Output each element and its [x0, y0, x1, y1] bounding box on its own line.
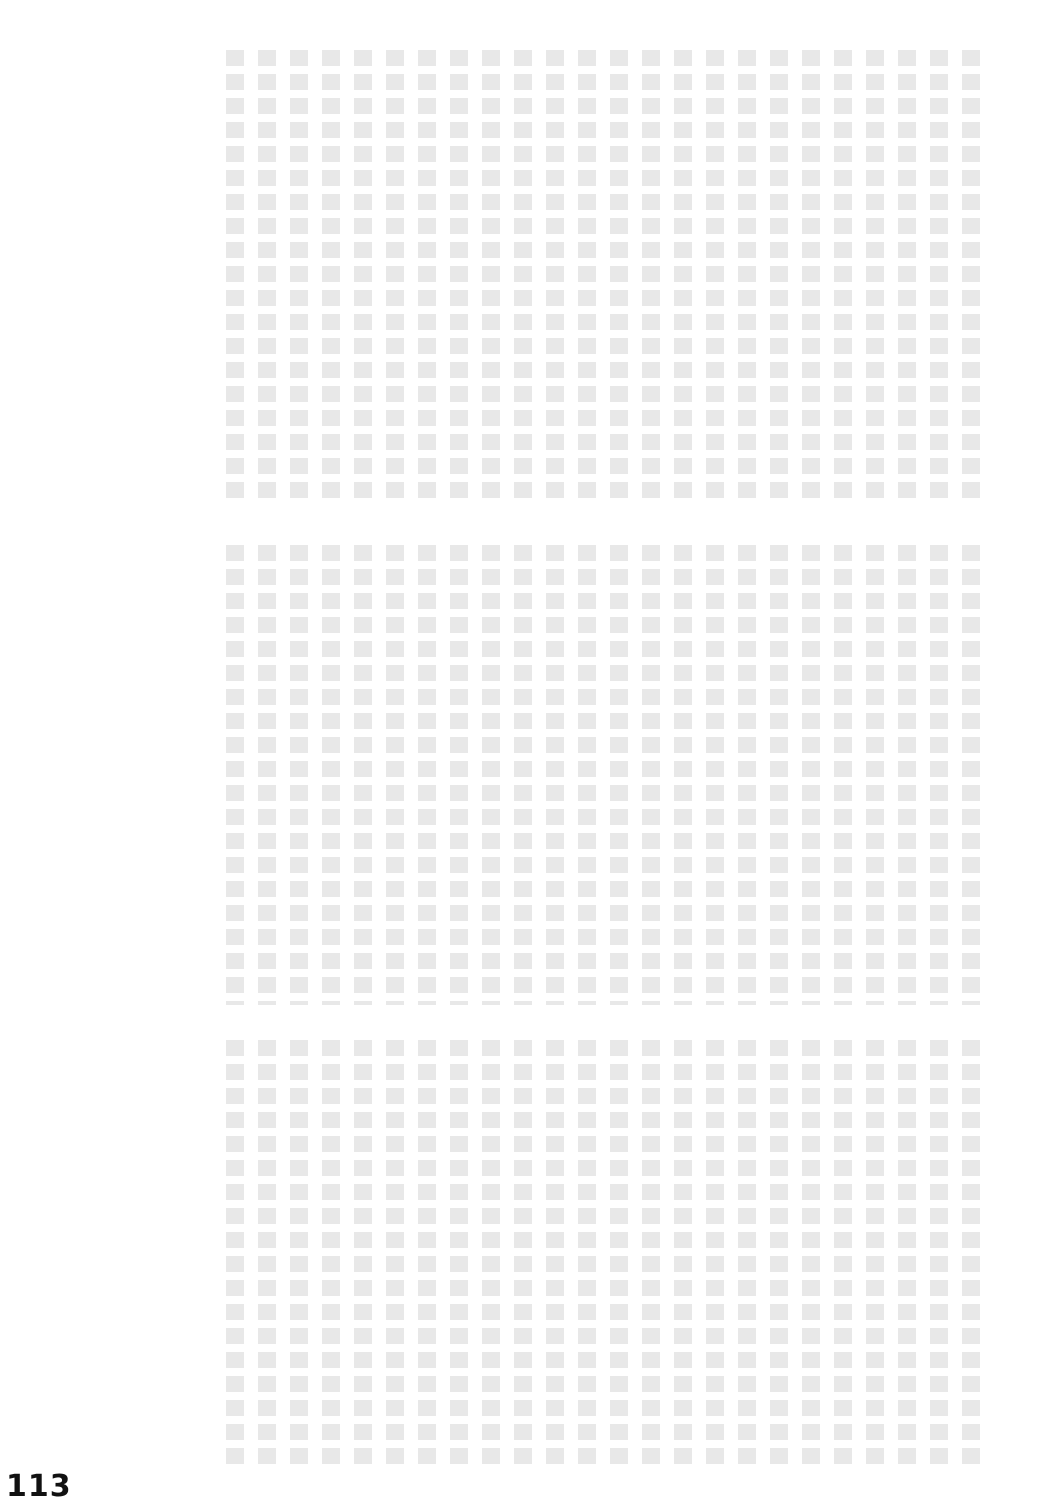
text-column-placeholder: [802, 50, 820, 505]
text-column-placeholder: [770, 50, 788, 505]
text-band-middle: [60, 545, 980, 1005]
text-column-placeholder: [866, 50, 884, 505]
text-column-placeholder: [866, 545, 884, 1005]
text-column-placeholder: [642, 50, 660, 505]
text-column-placeholder: [354, 1040, 372, 1470]
text-column-placeholder: [578, 50, 596, 505]
text-column-placeholder: [450, 545, 468, 1005]
text-column-placeholder: [450, 50, 468, 505]
text-band-bottom: [60, 1040, 980, 1470]
text-column-placeholder: [674, 1040, 692, 1470]
text-column-placeholder: [450, 1040, 468, 1470]
text-column-placeholder: [706, 545, 724, 1005]
text-column-placeholder: [898, 50, 916, 505]
text-column-placeholder: [514, 545, 532, 1005]
text-column-placeholder: [962, 545, 980, 1005]
text-column-placeholder: [642, 1040, 660, 1470]
text-column-placeholder: [610, 1040, 628, 1470]
text-column-placeholder: [610, 545, 628, 1005]
text-column-placeholder: [802, 545, 820, 1005]
text-column-placeholder: [514, 50, 532, 505]
text-column-placeholder: [482, 50, 500, 505]
text-column-placeholder: [930, 50, 948, 505]
text-column-placeholder: [802, 1040, 820, 1470]
text-column-placeholder: [290, 50, 308, 505]
text-column-placeholder: [514, 1040, 532, 1470]
text-column-placeholder: [226, 1040, 244, 1470]
text-column-placeholder: [738, 1040, 756, 1470]
text-column-placeholder: [386, 50, 404, 505]
text-column-placeholder: [386, 1040, 404, 1470]
text-column-placeholder: [546, 1040, 564, 1470]
text-band-top: [60, 50, 980, 505]
text-column-placeholder: [738, 545, 756, 1005]
text-column-placeholder: [930, 1040, 948, 1470]
text-column-placeholder: [834, 1040, 852, 1470]
text-column-placeholder: [834, 545, 852, 1005]
text-column-placeholder: [930, 545, 948, 1005]
text-column-placeholder: [962, 1040, 980, 1470]
text-column-placeholder: [418, 50, 436, 505]
text-column-placeholder: [898, 1040, 916, 1470]
text-column-placeholder: [258, 545, 276, 1005]
text-column-placeholder: [354, 50, 372, 505]
text-column-placeholder: [354, 545, 372, 1005]
text-column-placeholder: [226, 545, 244, 1005]
text-column-placeholder: [834, 50, 852, 505]
text-column-placeholder: [290, 545, 308, 1005]
text-column-placeholder: [578, 1040, 596, 1470]
text-column-placeholder: [898, 545, 916, 1005]
text-column-placeholder: [322, 50, 340, 505]
text-column-placeholder: [770, 545, 788, 1005]
text-column-placeholder: [706, 1040, 724, 1470]
text-column-placeholder: [546, 50, 564, 505]
text-column-placeholder: [962, 50, 980, 505]
text-column-placeholder: [418, 545, 436, 1005]
text-column-placeholder: [866, 1040, 884, 1470]
text-column-placeholder: [674, 545, 692, 1005]
text-column-placeholder: [322, 545, 340, 1005]
text-column-placeholder: [770, 1040, 788, 1470]
text-column-placeholder: [418, 1040, 436, 1470]
text-column-placeholder: [258, 50, 276, 505]
text-column-placeholder: [386, 545, 404, 1005]
text-column-placeholder: [642, 545, 660, 1005]
text-column-placeholder: [706, 50, 724, 505]
text-column-placeholder: [578, 545, 596, 1005]
text-column-placeholder: [482, 1040, 500, 1470]
text-column-placeholder: [738, 50, 756, 505]
text-column-placeholder: [290, 1040, 308, 1470]
text-column-placeholder: [546, 545, 564, 1005]
page-number: 113: [6, 1469, 72, 1504]
text-column-placeholder: [482, 545, 500, 1005]
text-column-placeholder: [322, 1040, 340, 1470]
text-column-placeholder: [226, 50, 244, 505]
text-column-placeholder: [610, 50, 628, 505]
text-column-placeholder: [674, 50, 692, 505]
text-column-placeholder: [258, 1040, 276, 1470]
